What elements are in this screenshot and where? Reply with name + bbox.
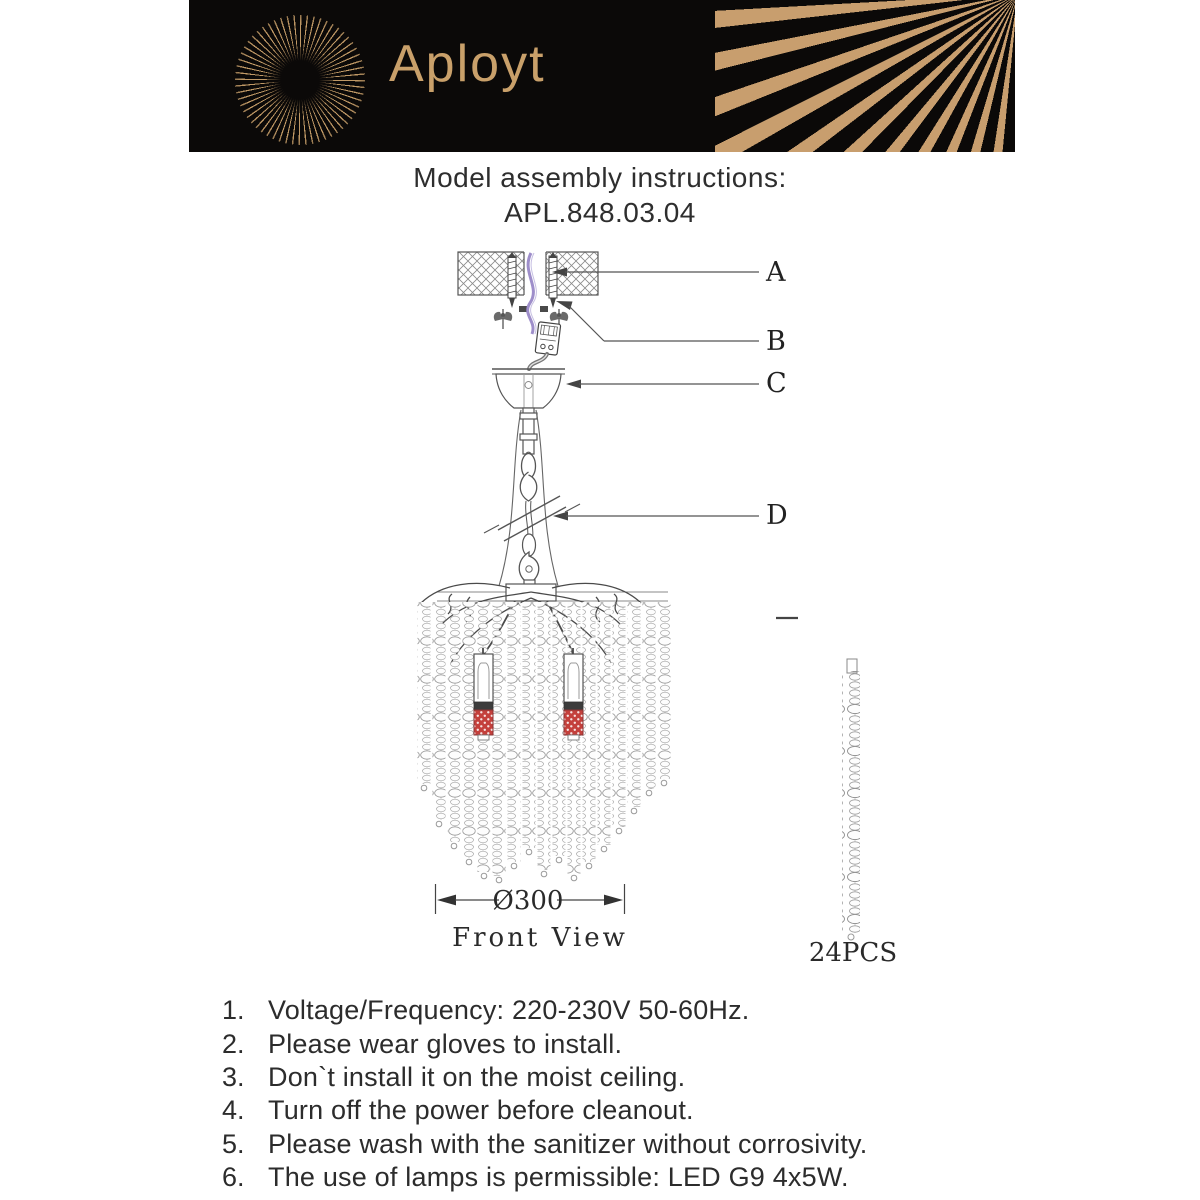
lamp-socket-right: [564, 648, 583, 740]
instruction-number: 4.: [222, 1095, 245, 1126]
brand-banner: [189, 0, 1015, 152]
canopy: [492, 369, 565, 408]
part-leaders: [552, 257, 798, 618]
instruction-text: Don`t install it on the moist ceiling.: [268, 1061, 686, 1092]
wing-screw-left: [494, 309, 512, 329]
instruction-text: Turn off the power before cleanout.: [268, 1095, 694, 1126]
dimension: [436, 884, 625, 916]
instruction-item: [0, 1061, 1200, 1094]
page-title: Model assembly instructions:: [413, 162, 787, 193]
instruction-number: 3.: [222, 1061, 245, 1092]
suspension-chain: [499, 408, 558, 586]
instruction-item: [0, 1161, 1200, 1194]
corner-rays-icon: [715, 0, 1015, 152]
instruction-number: 5.: [222, 1128, 245, 1159]
assembly-diagram: [405, 240, 925, 980]
instruction-number: 2.: [222, 1028, 245, 1059]
starburst-logo-icon: [235, 15, 365, 145]
crystal-strands: [418, 602, 671, 883]
instruction-number: 1.: [222, 995, 245, 1026]
view-label: Front View: [452, 923, 628, 953]
canopy-wire: [529, 354, 547, 369]
instruction-list: [0, 994, 1200, 1194]
instruction-text: Please wear gloves to install.: [268, 1028, 623, 1059]
instruction-text: Voltage/Frequency: 220-230V 50-60Hz.: [268, 995, 750, 1026]
anchor-bolt-left: [508, 252, 516, 308]
instruction-item: [0, 1027, 1200, 1060]
part-label-c: C: [766, 368, 787, 399]
instruction-item: [0, 1128, 1200, 1161]
instruction-item: [0, 994, 1200, 1027]
instruction-text: The use of lamps is permissible: LED G9 4x5W.: [268, 1162, 849, 1193]
part-label-b: B: [766, 326, 786, 357]
dimension-label: Ø300: [492, 886, 564, 916]
lamp-socket-left: [474, 648, 493, 740]
spare-strand: [842, 659, 860, 940]
chandelier-body: [418, 583, 671, 882]
instruction-number: 6.: [222, 1162, 245, 1193]
terminal-block: [535, 322, 561, 355]
brand-name: Aployt: [389, 35, 546, 93]
spare-strand-count: 24PCS: [808, 938, 898, 968]
part-label-d: D: [766, 500, 788, 531]
anchor-bolt-right: [549, 252, 557, 308]
instruction-item: [0, 1094, 1200, 1127]
part-label-a: A: [766, 257, 786, 288]
model-number: APL.848.03.04: [504, 197, 696, 228]
instruction-text: Please wash with the sanitizer without corrosivity.: [268, 1128, 868, 1159]
